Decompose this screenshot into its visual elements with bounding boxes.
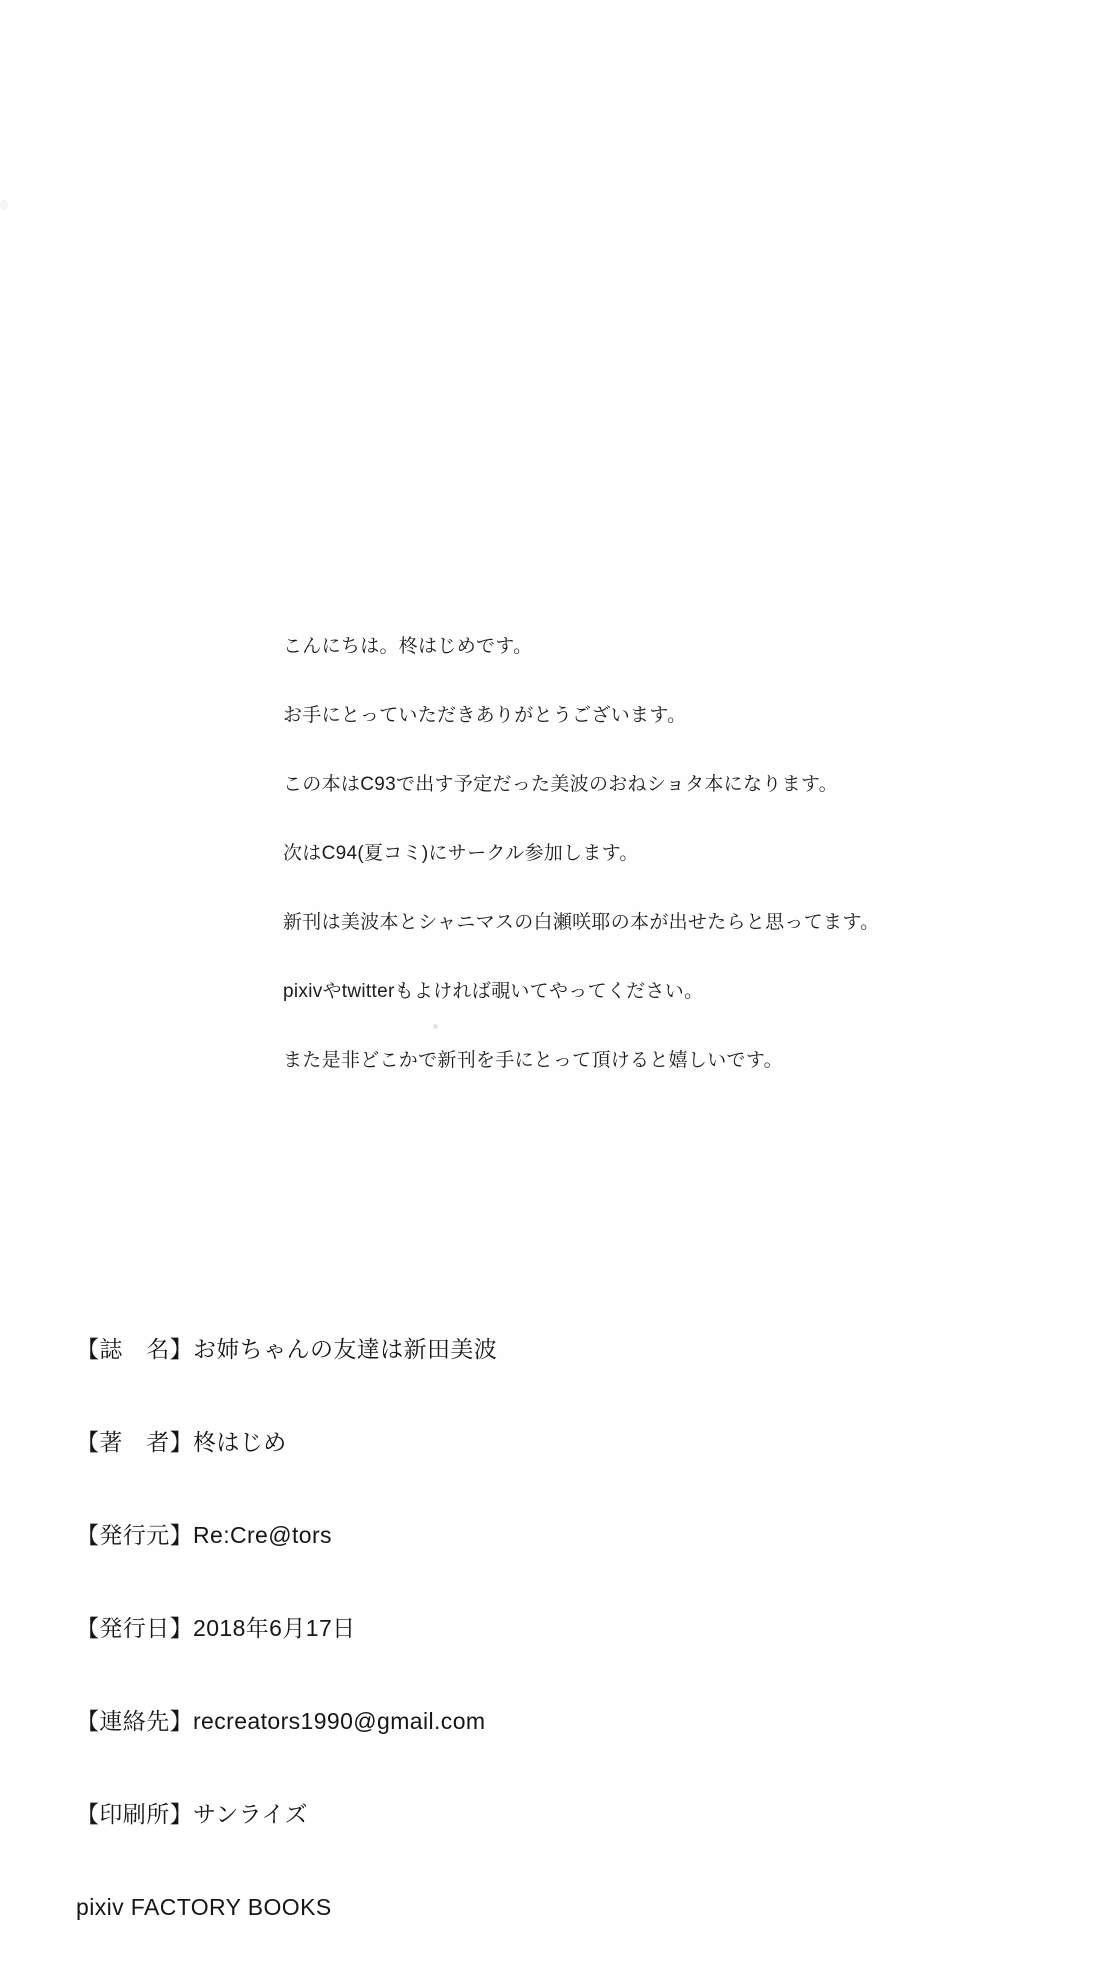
scan-artifact-speck — [433, 1024, 438, 1029]
afterword-line: 次はC94(夏コミ)にサークル参加します。 — [283, 843, 639, 864]
afterword-line: お手にとっていただきありがとうございます。 — [283, 705, 687, 726]
colophon-block — [76, 1272, 497, 1985]
afterword-line: また是非どこかで新刊を手にとって頂けると嬉しいです。 — [283, 1050, 783, 1071]
colophon-title-line: 【誌 名】お姉ちゃんの友達は新田美波 — [76, 1336, 498, 1362]
afterword-line: pixivやtwitterもよければ覗いてやってください。 — [283, 981, 704, 1002]
scan-artifact-smudge — [0, 200, 8, 210]
afterword-line: 新刊は美波本とシャニマスの白瀬咲耶の本が出せたらと思ってます。 — [283, 912, 880, 933]
afterword-line: この本はC93で出す予定だった美波のおねショタ本になります。 — [283, 774, 838, 795]
colophon-author-line: 【著 者】柊はじめ — [76, 1429, 287, 1455]
colophon-factory-line: pixiv FACTORY BOOKS — [76, 1894, 332, 1920]
colophon-contact-line: 【連絡先】recreators1990@gmail.com — [76, 1708, 486, 1734]
colophon-date-line: 【発行日】2018年6月17日 — [76, 1615, 356, 1641]
colophon-publisher-line: 【発行元】Re:Cre@tors — [76, 1522, 332, 1548]
afterword-paragraph — [283, 589, 879, 1118]
colophon-printer-line: 【印刷所】サンライズ — [76, 1801, 308, 1827]
afterword-line: こんにちは。柊はじめです。 — [283, 636, 533, 657]
